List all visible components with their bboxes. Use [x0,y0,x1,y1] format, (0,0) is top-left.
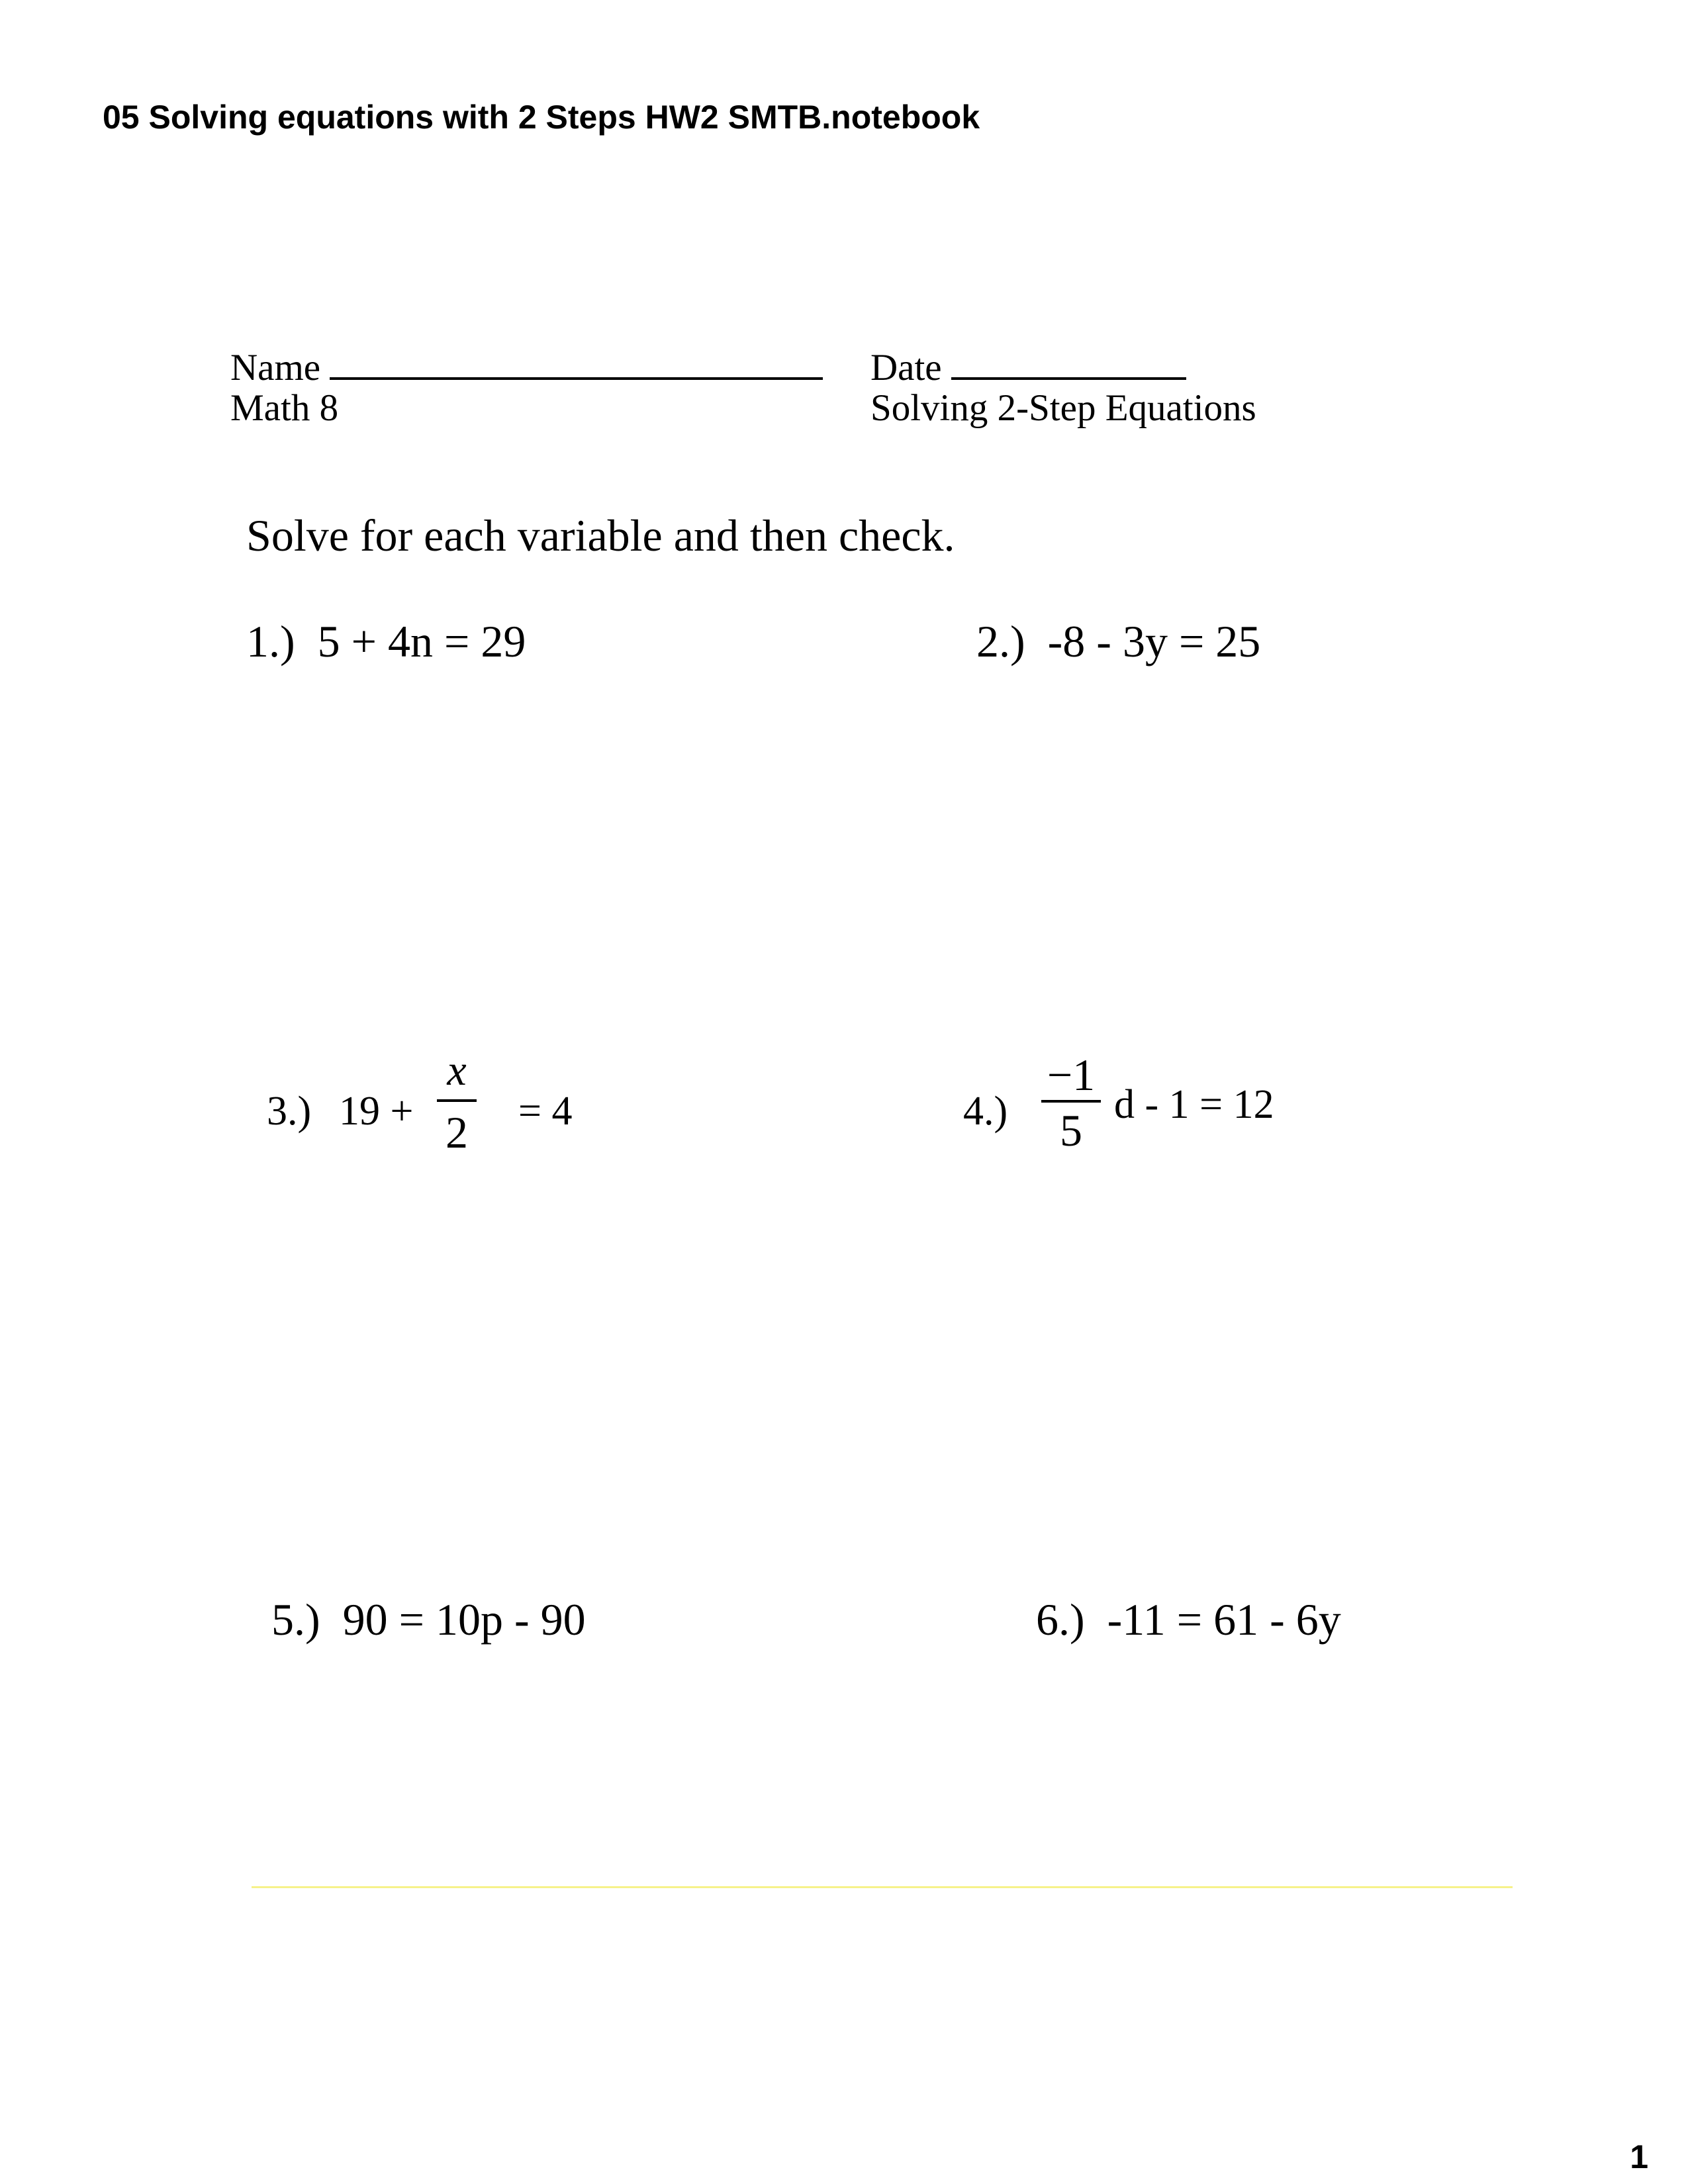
name-field [230,343,823,387]
topic-label: Solving 2-Step Equations [870,387,1256,429]
problem-3-label: 3.) [267,1089,312,1134]
problem-6 [1036,1594,1341,1645]
instructions: Solve for each variable and then check. [246,510,955,561]
problem-3-suffix: = 4 [518,1089,573,1134]
problem-4-fraction [1041,1050,1101,1156]
problem-3-denominator: 2 [445,1107,468,1158]
problem-1-equation: 5 + 4n = 29 [317,616,526,666]
problem-4-label: 4.) [963,1089,1008,1134]
name-blank-line[interactable] [330,343,823,380]
problem-2-equation: -8 - 3y = 25 [1047,616,1261,666]
page-number: 1 [1630,2138,1648,2175]
problem-1 [246,616,526,666]
yellow-divider [252,1886,1513,1888]
problem-3-numerator: x [447,1046,467,1095]
date-field [870,343,1186,387]
problem-2-label: 2.) [976,616,1025,666]
problem-2 [976,616,1261,666]
problem-4-suffix: d - 1 = 12 [1114,1082,1274,1127]
problem-5-label: 5.) [271,1594,320,1645]
problem-4-denominator: 5 [1060,1105,1082,1156]
fraction-bar [1041,1100,1101,1103]
problem-1-label: 1.) [246,616,295,666]
problem-3-fraction [437,1046,477,1158]
fraction-bar [437,1099,477,1102]
class-label: Math 8 [230,387,339,429]
date-label: Date [870,347,942,388]
problem-4-numerator: −1 [1047,1050,1096,1100]
problem-5 [271,1594,586,1645]
problem-6-equation: -11 = 61 - 6y [1107,1594,1341,1645]
problem-5-equation: 90 = 10p - 90 [342,1594,586,1645]
document-title: 05 Solving equations with 2 Steps HW2 SMTB.notebook [103,99,980,136]
name-label: Name [230,347,321,388]
date-blank-line[interactable] [951,343,1186,380]
problem-6-label: 6.) [1036,1594,1085,1645]
problem-3-prefix: 19 + [339,1089,414,1134]
